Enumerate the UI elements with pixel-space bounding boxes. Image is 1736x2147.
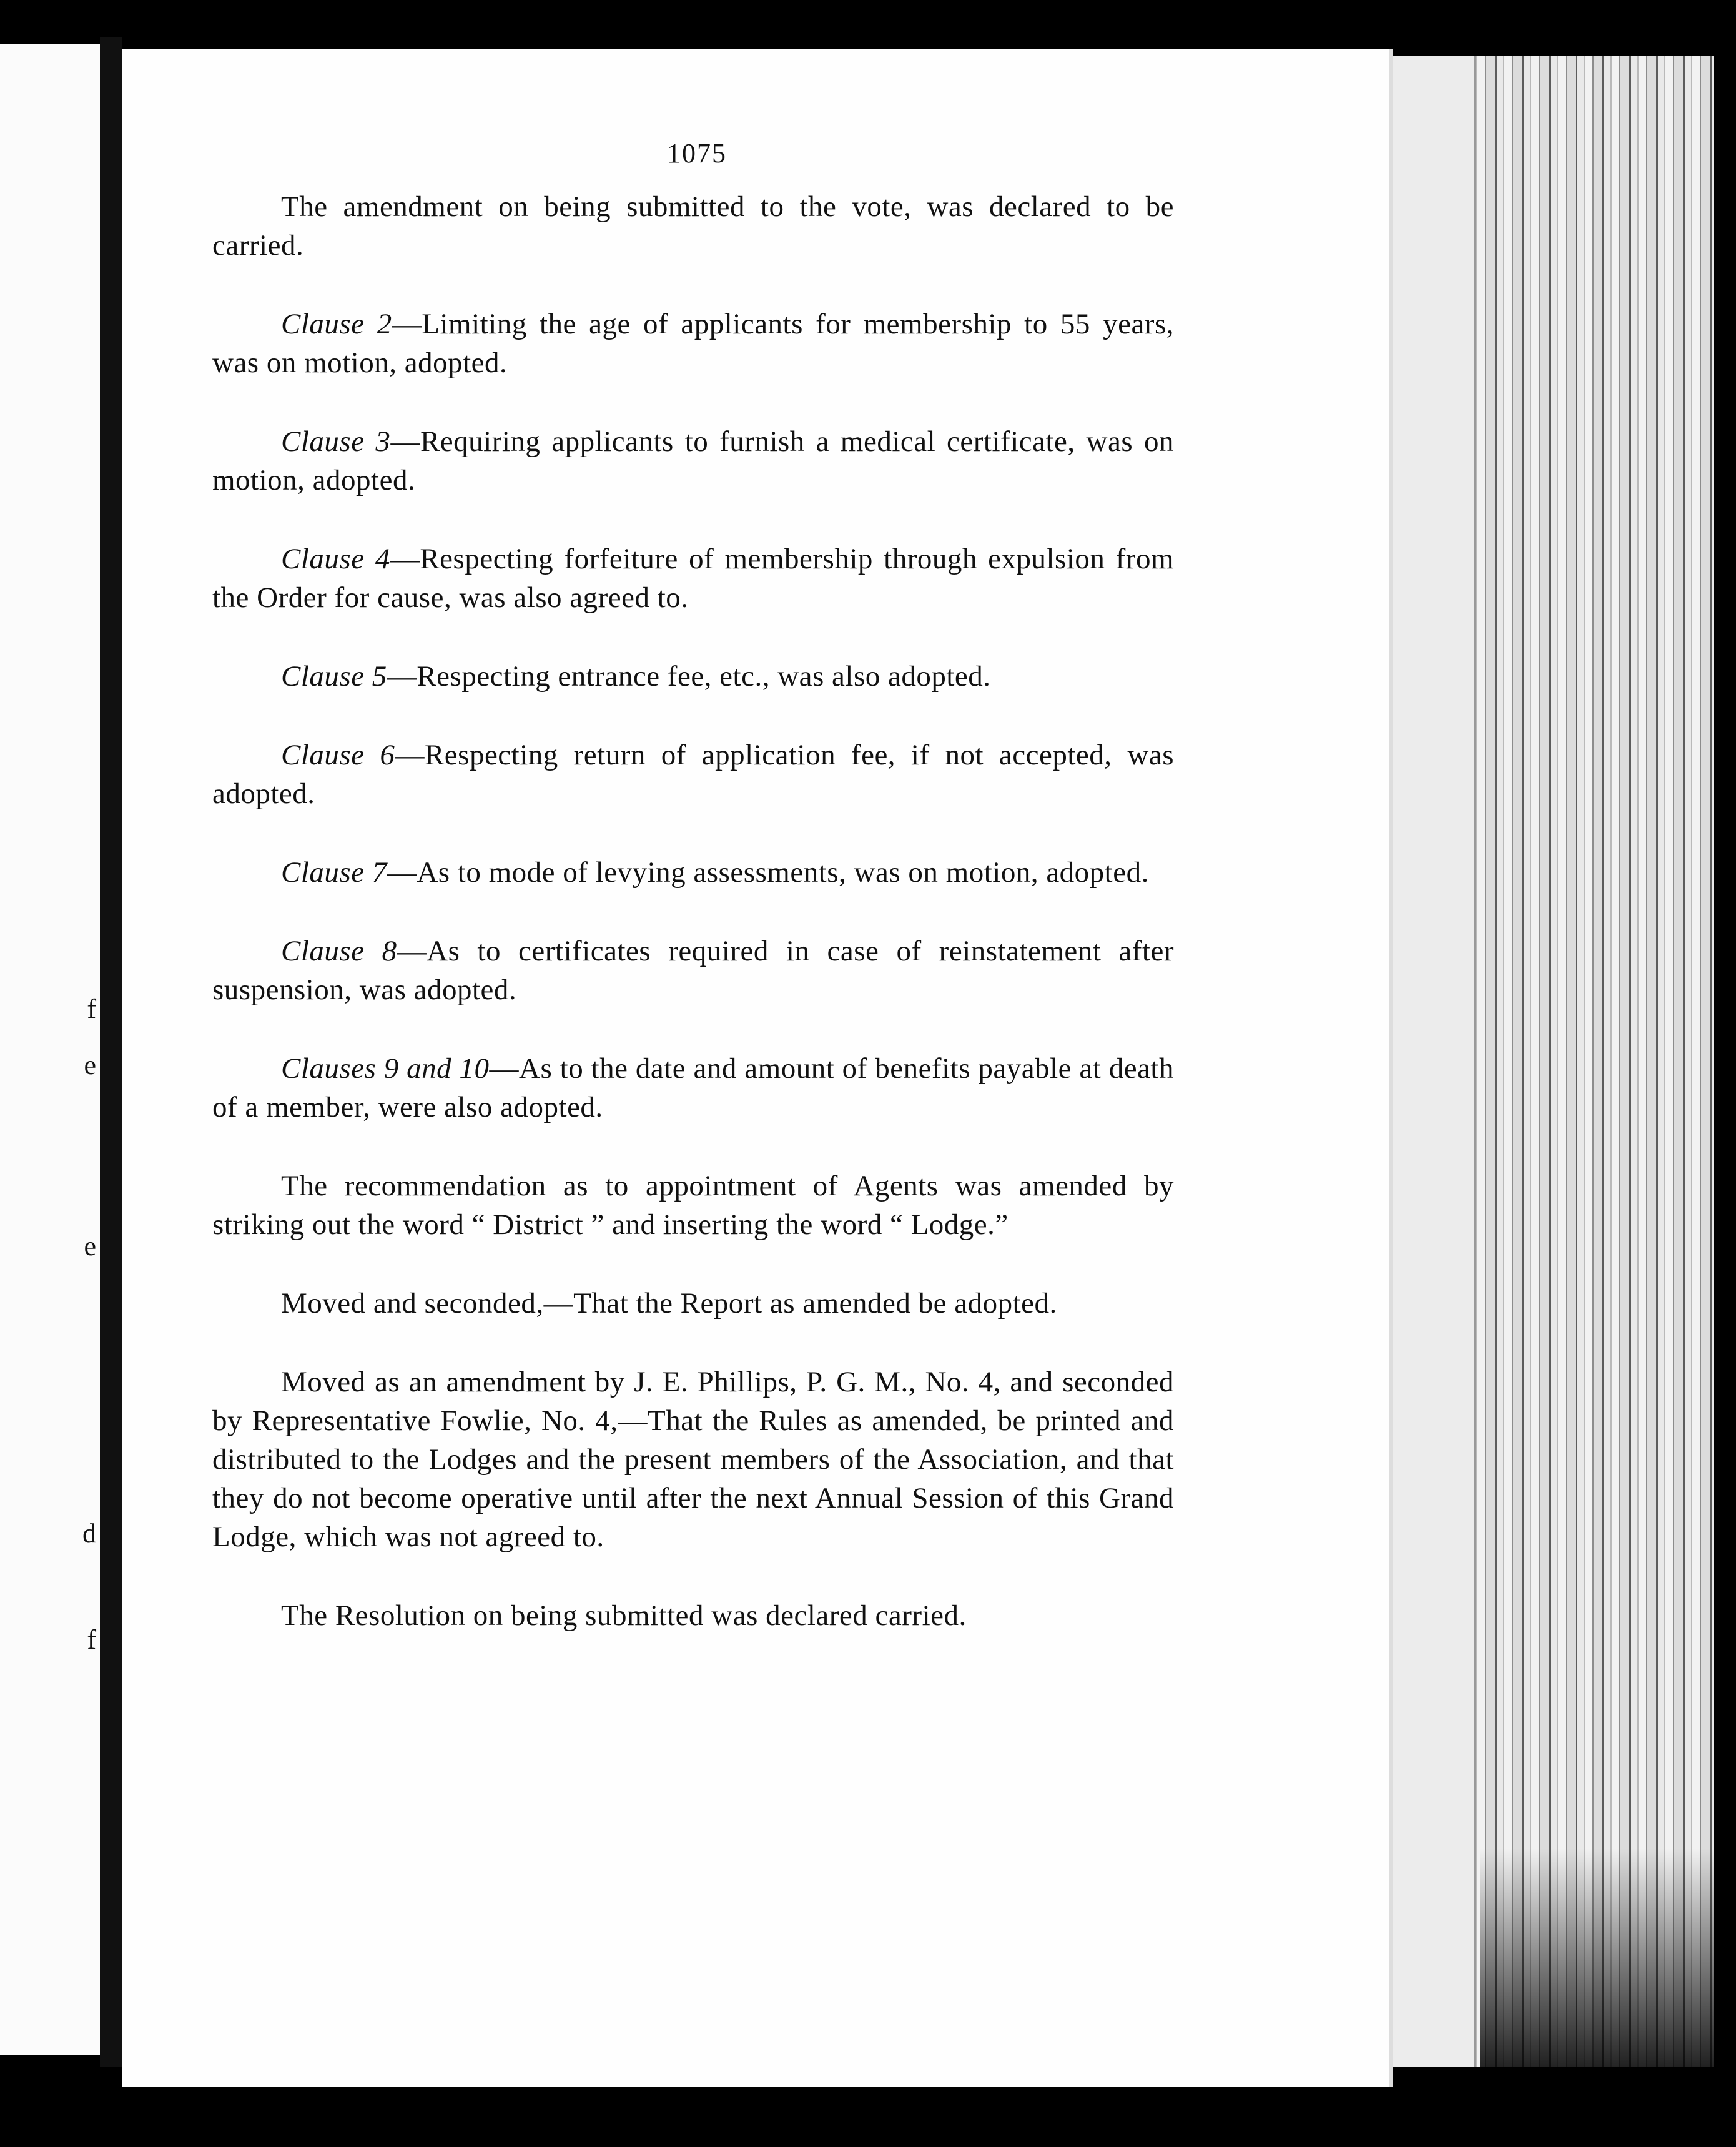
paragraph (212, 932, 1174, 1009)
paragraph-text: The recommendation as to appointment of Agents was amended by striking out the word “ District ” and inserting the word “ Lodge.” (212, 1170, 1174, 1241)
paragraph-text: Moved and seconded,—That the Report as amended be adopted. (281, 1287, 1057, 1320)
paragraph (212, 853, 1174, 892)
paragraph (212, 657, 1174, 696)
page-edge-shadow (1480, 1848, 1714, 2067)
paragraph (212, 1363, 1174, 1556)
page-body (212, 187, 1174, 1635)
paragraph-text: —As to certificates required in case of reinstatement after suspension, was adopted. (212, 935, 1174, 1006)
clause-label: Clause 2 (281, 308, 392, 340)
clause-label: Clause 4 (281, 543, 390, 575)
paragraph-text: —As to the date and amount of benefits payable at death of a member, were also adopted. (212, 1052, 1174, 1123)
clause-label: Clause 7 (281, 856, 387, 889)
paragraph-text: The amendment on being submitted to the vote, was declared to be carried. (212, 190, 1174, 262)
facing-page-char: e (84, 1231, 96, 1261)
paragraph (212, 1596, 1174, 1635)
facing-page-char: f (87, 994, 96, 1024)
paragraph-text: —Limiting the age of applicants for membership to 55 years, was on motion, adopted. (212, 308, 1175, 379)
paragraph (212, 1284, 1174, 1323)
paragraph-text: —Requiring applicants to furnish a medical certificate, was on motion, adopted. (212, 425, 1174, 496)
clause-label: Clause 3 (281, 425, 391, 458)
paragraph-text: —As to mode of levying assessments, was on motion, adopted. (387, 856, 1149, 889)
paragraph-text: The Resolution on being submitted was declared carried. (281, 1599, 967, 1632)
paragraph (212, 187, 1174, 265)
book-gutter (100, 37, 122, 2067)
page-edge-inner (1389, 56, 1476, 2067)
page-number: 1075 (667, 138, 727, 169)
paragraph (212, 305, 1174, 382)
facing-page-char: d (82, 1518, 96, 1549)
clause-label: Clause 8 (281, 935, 397, 967)
paragraph-text: —Respecting forfeiture of membership through expulsion from the Order for cause, was also agreed to. (212, 543, 1175, 614)
facing-page-char: f (87, 1624, 96, 1655)
paragraph (212, 736, 1174, 813)
paragraph (212, 1049, 1174, 1127)
facing-page-edge (0, 44, 104, 2055)
paragraph (212, 422, 1174, 500)
clause-label: Clauses 9 and 10 (281, 1052, 490, 1085)
paragraph-text: —Respecting return of application fee, if not accepted, was adopted. (212, 739, 1175, 810)
clause-label: Clause 5 (281, 660, 387, 693)
paragraph (212, 540, 1174, 617)
clause-label: Clause 6 (281, 739, 395, 771)
paragraph (212, 1167, 1174, 1244)
paragraph-text: —Respecting entrance fee, etc., was also adopted. (387, 660, 991, 693)
facing-page-char: e (84, 1050, 96, 1080)
paragraph-text: Moved as an amendment by J. E. Phillips, P. G. M., No. 4, and seconded by Representative Fowlie, No. 4,—That the Rules as amended, be printed and distributed to the Lodges and the present members of the Association, and that they do not become operative until after the next Annual Session of this Grand Lodge, which was not agreed to. (212, 1366, 1174, 1553)
